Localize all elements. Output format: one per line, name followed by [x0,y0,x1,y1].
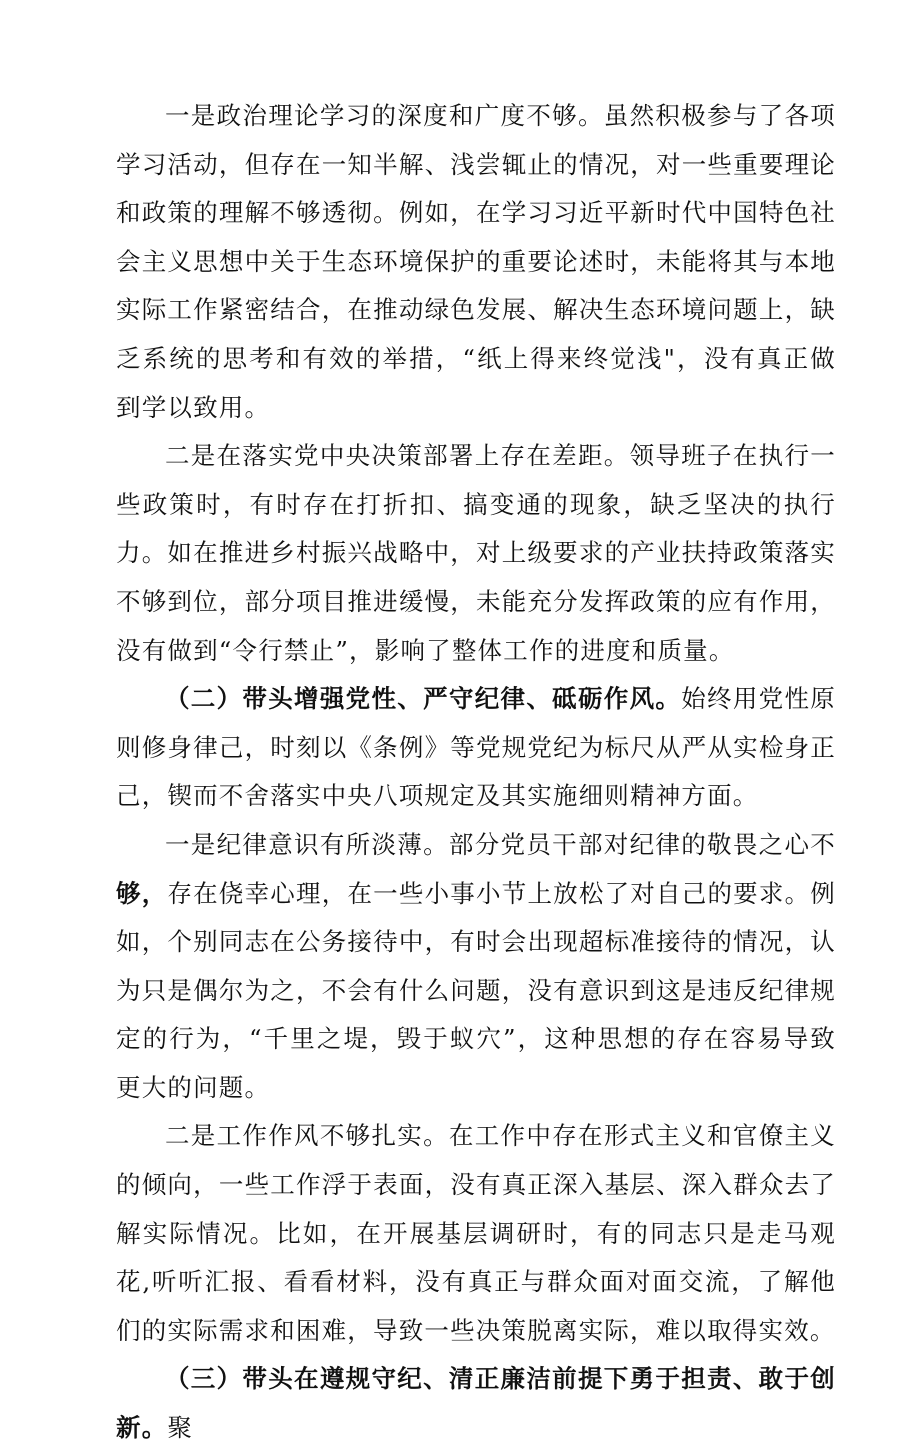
paragraph-text: 二是在落实党中央决策部署上存在差距。领导班子在执行一些政策时，有时存在打折扣、搞变通的现象，缺乏坚决的执行力。如在推进乡村振兴战略中，对上级要求的产业扶持政策落实不够到位，部分项目推进缓慢，未能充分发挥政策的应有作用，没有做到“令行禁止”，影响了整体工作的进度和质量。 [116,441,836,665]
section-heading: （二）带头增强党性、严守纪律、砥砺作风。 [165,684,682,714]
paragraph-discipline [116,821,836,1113]
paragraph-political-theory [116,92,836,432]
section-heading: （三）带头在遵规守纪、清正廉洁前提下勇于担责、敢于创新。 [116,1364,836,1443]
paragraph-text: 聚 [167,1413,194,1443]
paragraph-text: 一是政治理论学习的深度和广度不够。虽然积极参与了各项学习活动，但存在一知半解、浅尝辄止的情况，对一些重要理论和政策的理解不够透彻。例如，在学习习近平新时代中国特色社会主义思想中关于生态环境保护的重要论述时，未能将其与本地实际工作紧密结合，在推动绿色发展、解决生态环境问题上，缺乏系统的思考和有效的举措，“纸上得来终觉浅"，没有真正做到学以致用。 [116,101,836,422]
paragraph-text: 存在侥幸心理，在一些小事小节上放松了对自己的要求。例如，个别同志在公务接待中，有时会出现超标准接待的情况，认为只是偶尔为之，不会有什么问题，没有意识到这是违反纪律规定的行为，“千里之堤，毁于蚁穴”，这种思想的存在容易导致更大的问题。 [116,878,836,1102]
paragraph-policy-implementation [116,432,836,675]
paragraph-text: 一是纪律意识有所淡薄。部分党员干部对纪律的敬畏之心不 [165,829,836,859]
document-body [116,92,836,1453]
section-heading-paragraph-2 [116,675,836,821]
bold-emphasis: 够， [116,878,168,908]
paragraph-work-style [116,1112,836,1355]
paragraph-text: 二是工作作风不够扎实。在工作中存在形式主义和官僚主义的倾向，一些工作浮于表面，没有真正深入基层、深入群众去了解实际情况。比如，在开展基层调研时，有的同志只是走马观花,听听汇报、看看材料，没有真正与群众面对面交流，了解他们的实际需求和困难，导致一些决策脱离实际，难以取得实效。 [116,1121,836,1345]
section-heading-paragraph-3 [116,1355,836,1452]
paragraph-text: 始终用党性原则修身律己，时刻以《条例》等党规党纪为标尺从严从实检身正己，锲而不舍落实中央八项规定及其实施细则精神方面。 [116,684,837,811]
